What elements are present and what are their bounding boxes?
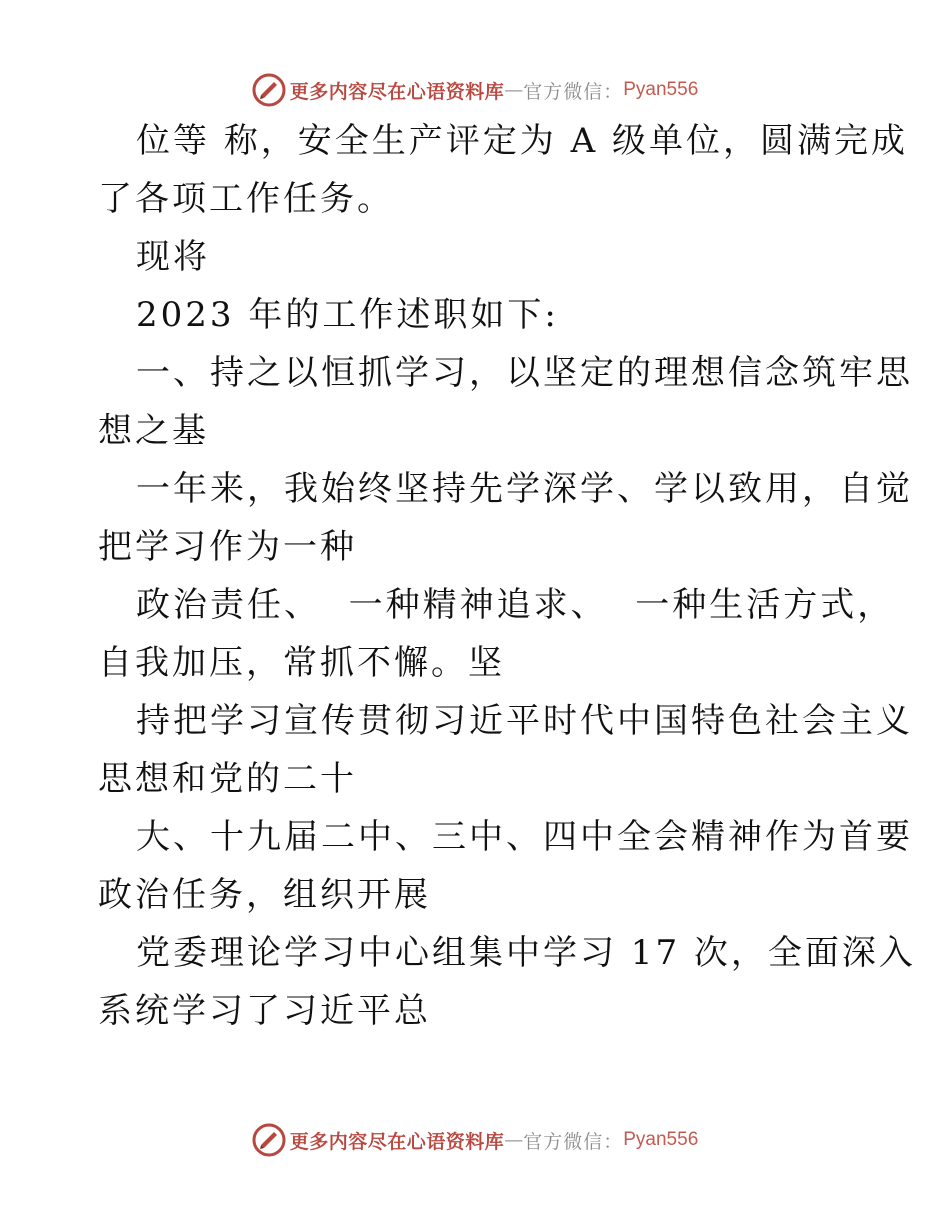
footer-watermark (0, 1120, 950, 1160)
section-heading-line: 想之基 (98, 411, 209, 451)
paragraph-line: 了各项工作任务。 (98, 179, 394, 219)
paragraph-line: 政治责任、 一种精神追求、 一种生活方式， (136, 585, 895, 625)
paragraph-line: 系统学习了习近平总 (98, 991, 431, 1031)
paragraph-line: 大、十九届二中、三中、四中全会精神作为首要 (136, 817, 913, 857)
watermark-separator: — (504, 1129, 524, 1151)
watermark-label: 官方微信： (523, 80, 624, 103)
paragraph-line: 2023 年的工作述职如下: (136, 295, 559, 335)
brand-logo-icon (252, 1123, 286, 1157)
paragraph-line: 现将 (136, 237, 210, 277)
watermark-brand: 更多内容尽在心语资料库 (289, 1130, 505, 1153)
paragraph-line: 一年来，我始终坚持先学深学、学以致用，自觉 (136, 469, 913, 509)
paragraph-line: 持把学习宣传贯彻习近平时代中国特色社会主义 (136, 701, 913, 741)
section-heading-line: 一、持之以恒抓学习，以坚定的理想信念筑牢思 (136, 353, 913, 393)
watermark-brand: 更多内容尽在心语资料库 (289, 80, 505, 103)
paragraph-line: 把学习作为一种 (98, 527, 357, 567)
body-text (98, 112, 916, 1040)
paragraph-line: 思想和党的二十 (98, 759, 357, 799)
paragraph-line: 政治任务，组织开展 (98, 875, 431, 915)
watermark-handle: Pyan556 (623, 79, 699, 100)
watermark-handle: Pyan556 (623, 1129, 699, 1150)
watermark-label: 官方微信： (523, 1130, 624, 1153)
header-watermark (0, 70, 950, 110)
paragraph-line: 党委理论学习中心组集中学习 17 次，全面深入 (136, 933, 916, 973)
paragraph-line: 位等 称，安全生产评定为 A 级单位，圆满完成 (136, 121, 908, 161)
paragraph-line: 自我加压，常抓不懈。坚 (98, 643, 505, 683)
brand-logo-icon (252, 73, 286, 107)
watermark-separator: — (504, 79, 524, 101)
